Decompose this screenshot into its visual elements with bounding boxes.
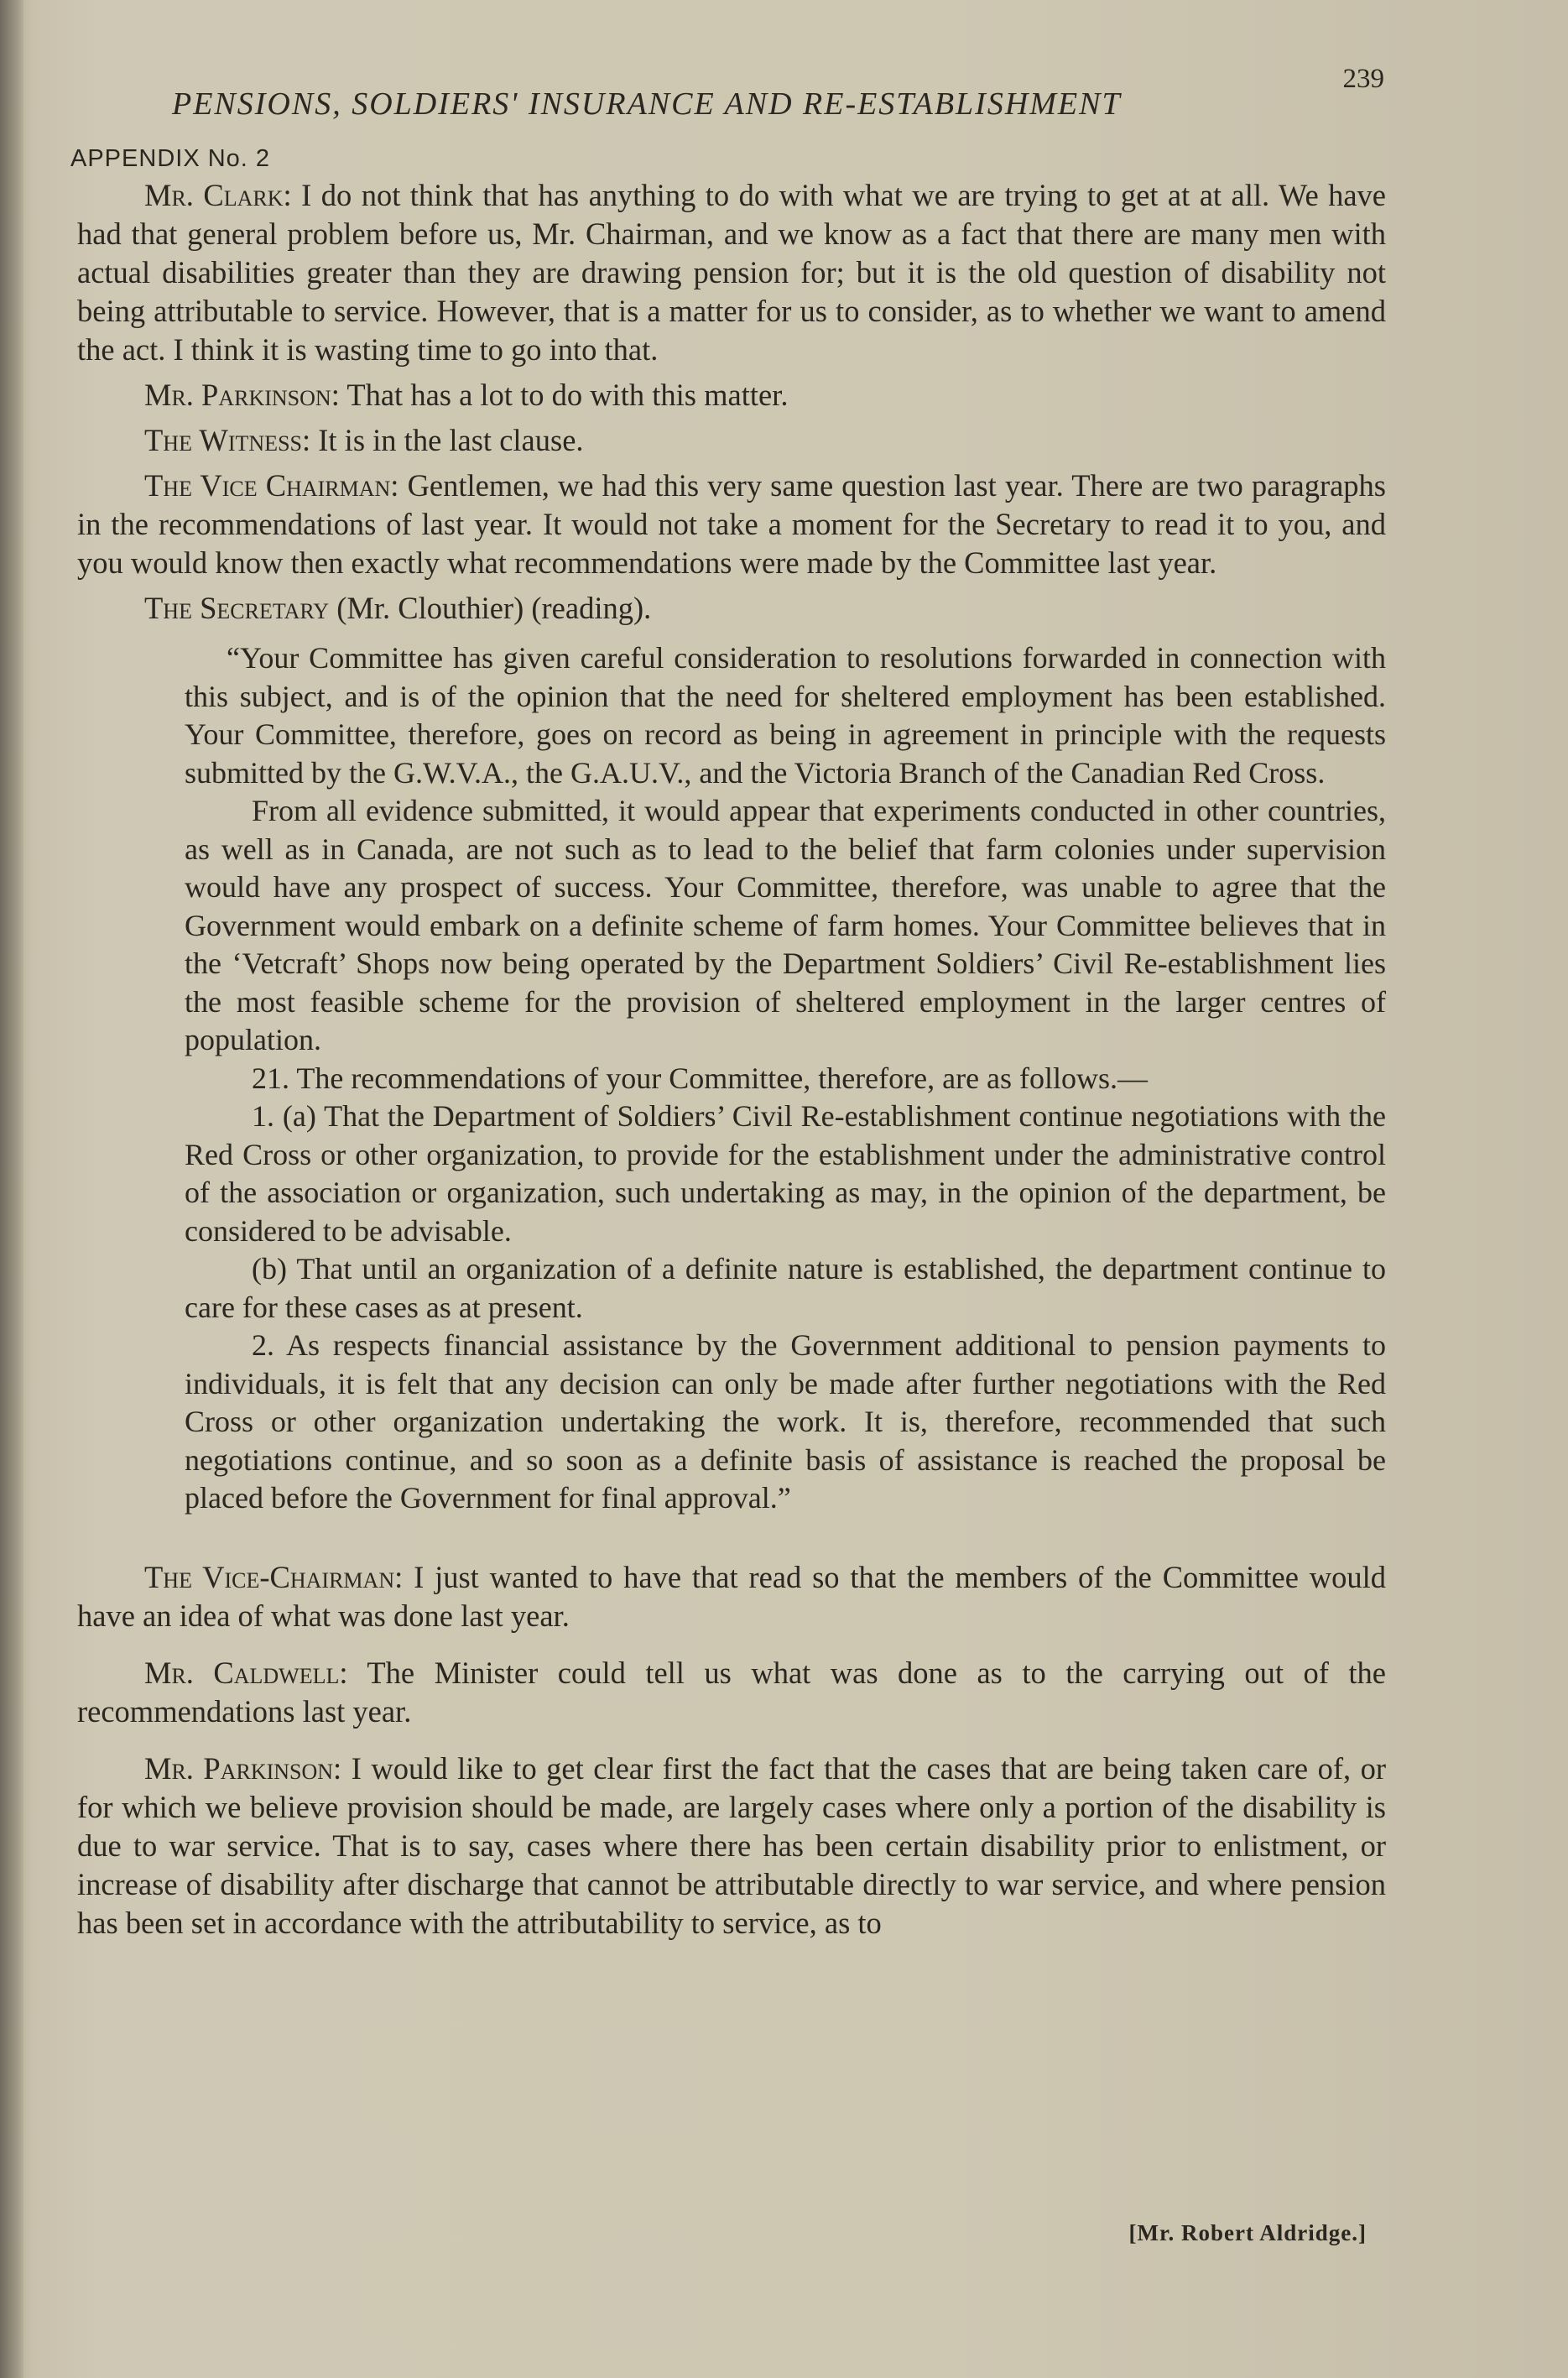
- quote-paragraph: “Your Committee has given careful consideration to resolutions forwarded in connection with this subject, and is of the opinion that the need for sheltered employment has been established. Your Committee, therefore, goes on record as being in agreement in principle with the requests submitted by the G.W.V.A., the G.A.U.V., and the Victoria Branch of the Canadian Red Cross.: [185, 641, 1386, 790]
- quote-paragraph: (b) That until an organization of a definite nature is established, the department continue to care for these cases as at present.: [185, 1252, 1386, 1324]
- paragraph-parkinson: [77, 376, 1386, 415]
- paragraph-vice-chairman-closing: [77, 1558, 1386, 1635]
- speaker-name: The Witness:: [144, 423, 311, 457]
- speaker-name: Mr. Parkinson:: [144, 1750, 342, 1786]
- paragraph-secretary: [77, 589, 1386, 628]
- page-number: 239: [1342, 64, 1384, 94]
- paragraph-clark: [77, 176, 1386, 369]
- paragraph-text: I just wanted to have that read so that the members of the Committee would have an idea of what was done last year.: [77, 1559, 1387, 1633]
- paragraph-vice-chairman: [77, 467, 1386, 582]
- paragraph-parkinson-closing: [77, 1750, 1386, 1943]
- speaker-name: The Vice Chairman:: [144, 468, 399, 503]
- body-text: [77, 176, 1386, 1943]
- paragraph-text: I would like to get clear first the fact that the cases that are being taken care of, or for which we believe provision should be made, are largely cases where only a portion of the disability is due to war service. That is to say, cases where there has been certain disability prior to enlistment, or increase of disability after discharge that cannot be attributable directly to war service, and where pension has been set in accordance with the attributability to service, as to: [77, 1750, 1387, 1940]
- running-title: PENSIONS, SOLDIERS' INSURANCE AND RE-ESTABLISHMENT: [172, 86, 1122, 122]
- paragraph-text: It is in the last clause.: [318, 423, 584, 457]
- paragraph-text: I do not think that has anything to do with what we are trying to get at at all. We have had that general problem before us, Mr. Chairman, and we know as a fact that there are many men with actual disabilities greater than they are drawing pension for; but it is the old question of disability not being attributable to service. However, that is a matter for us to consider, as to whether we want to amend the act. I think it is wasting time to go into that.: [77, 178, 1387, 367]
- speaker-name: Mr. Clark:: [144, 178, 292, 212]
- paragraph-text: Gentlemen, we had this very same question last year. There are two paragraphs in the recommendations of last year. It would not take a moment for the Secretary to read it to you, and you would know then exactly what recommendations were made by the Committee last year.: [77, 468, 1387, 580]
- paragraph-text: (Mr. Clouthier) (reading).: [336, 591, 652, 625]
- paragraph-text: That has a lot to do with this matter.: [346, 378, 789, 412]
- paragraph-text: The Minister could tell us what was done as to the carrying out of the recommendations last year.: [77, 1655, 1386, 1729]
- appendix-label: APPENDIX No. 2: [70, 145, 271, 172]
- quote-paragraph: 21. The recommendations of your Committee, therefore, are as follows.—: [252, 1061, 1149, 1095]
- speaker-name: Mr. Parkinson:: [144, 378, 340, 412]
- paragraph-witness: [77, 421, 1386, 460]
- quoted-recommendations: [185, 639, 1386, 1518]
- speaker-name: The Vice-Chairman:: [144, 1559, 404, 1594]
- page-gutter-shadow: [0, 0, 23, 2378]
- speaker-name: The Secretary: [144, 591, 330, 625]
- quote-paragraph: From all evidence submitted, it would appear that experiments conducted in other countries, as well as in Canada, are not such as to lead to the belief that farm colonies under supervision would have any prospect of success. Your Committee, therefore, was unable to agree that the Government would embark on a definite scheme of farm homes. Your Committee believes that in the ‘Vetcraft’ Shops now being operated by the Department Soldiers’ Civil Re-establishment lies the most feasible scheme for the provision of sheltered employment in the larger centres of population.: [185, 794, 1386, 1056]
- quote-paragraph: 1. (a) That the Department of Soldiers’ Civil Re-establishment continue negotiations with the Red Cross or other organization, to provide for the establishment under the administrative control of the association or organization, such undertaking as may, in the opinion of the department, be considered to be advisable.: [185, 1099, 1386, 1248]
- paragraph-caldwell: [77, 1654, 1386, 1731]
- witness-attribution: [Mr. Robert Aldridge.]: [1128, 2220, 1367, 2245]
- quote-paragraph: 2. As respects financial assistance by the Government additional to pension payments to individuals, it is felt that any decision can only be made after further negotiations with the Red Cross or other organization undertaking the work. It is, therefore, recommended that such negotiations continue, and so soon as a definite basis of assistance is reached the proposal be placed before the Government for final approval.”: [185, 1328, 1386, 1515]
- speaker-name: Mr. Caldwell:: [144, 1655, 348, 1690]
